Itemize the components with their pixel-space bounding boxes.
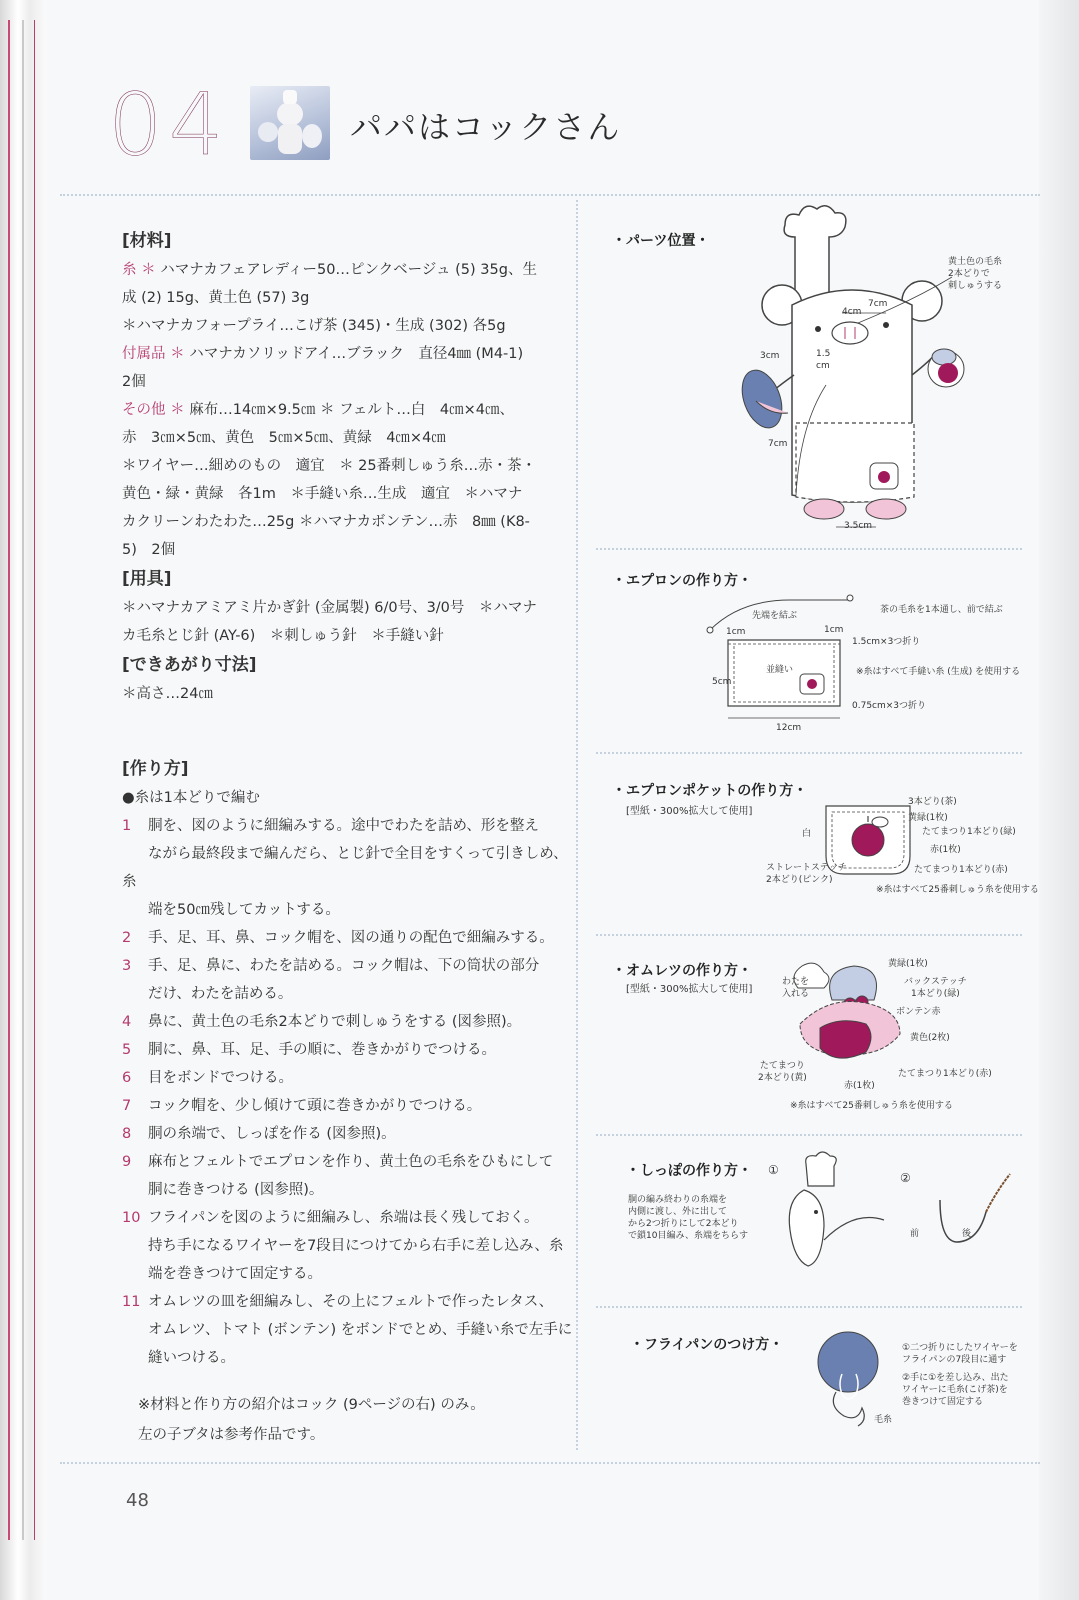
apron-dim-1cm-left: 1cm: [726, 627, 746, 637]
method-step: [122, 1064, 582, 1092]
panel-divider-3: [596, 934, 1022, 936]
method-step: [122, 812, 582, 840]
method-step-text: 鼻に、黄土色の毛糸2本どりで刺しゅうをする (図参照)。: [148, 1014, 522, 1030]
footnote-line-2: 左の子ブタは参考作品です。: [138, 1427, 325, 1443]
method-step-text: 手、足、鼻に、わたを詰める。コック帽は、下の筒状の部分: [148, 958, 540, 974]
apron-dim-12cm: 12cm: [776, 723, 802, 733]
method-step: [122, 1120, 582, 1148]
method-step-text: オムレツの皿を細編みし、その上にフェルトで作ったレタス、: [148, 1294, 554, 1310]
method-step-number: 8: [122, 1126, 132, 1142]
pan-yarn-label: 毛糸: [874, 1415, 893, 1425]
instructions-column: [122, 226, 582, 1372]
omelet-thread-all: ※糸はすべて25番刺しゅう糸を使用する: [790, 1101, 953, 1111]
tail-diagram: [780, 1150, 1030, 1290]
method-step: [122, 896, 582, 924]
method-step-text: 胴を、図のように細編みする。途中でわたを詰め、形を整え: [148, 818, 539, 834]
pocket-label-2: 黄緑(1枚): [908, 813, 948, 823]
dim-3-5cm: 3.5cm: [844, 521, 873, 531]
yarn-text: ハマナカフェアレディー50…ピンクベージュ (5) 35g、生: [160, 262, 537, 278]
page-title: パパはコックさん: [350, 108, 622, 146]
method-step: [122, 1008, 582, 1036]
dim-3cm: 3cm: [760, 351, 780, 361]
method-step-text: 麻布とフェルトでエプロンを作り、黄土色の毛糸をひもにして: [148, 1154, 554, 1170]
page-number: 48: [126, 1490, 149, 1511]
parts-callout: 黄土色の毛糸 2本どりで 刺しゅうする: [948, 257, 1003, 291]
tail-back: 後: [962, 1229, 972, 1239]
omelet-label-6: たてまつり 2本どり(黄): [758, 1061, 807, 1083]
materials-other-line-5: カクリーンわたわた…25g ＊ハマナカボンテン…赤 8㎜ (K8-: [122, 514, 530, 530]
pocket-pattern-note: [型紙・300%拡大して使用]: [626, 806, 753, 817]
method-step-number: 11: [122, 1294, 141, 1310]
dim-7cm: 7cm: [768, 439, 788, 449]
footer-divider: [60, 1462, 1040, 1464]
method-step-text: 胴に巻きつける (図参照)。: [148, 1182, 324, 1198]
method-step: [122, 1260, 582, 1288]
yarn-2-text: ＊ハマナカフォープライ…こげ茶 (345)・生成 (302) 各5g: [122, 318, 506, 334]
omelet-title: ・オムレツの作り方・: [612, 963, 752, 979]
method-step: [122, 1316, 582, 1344]
method-heading: [作り方]: [122, 759, 189, 779]
method-step: [122, 1288, 582, 1316]
dim-7cm-top: 7cm: [868, 299, 888, 309]
method-step-number: 2: [122, 930, 132, 946]
materials-yarn-line-1: [122, 256, 582, 284]
page-shade: [1039, 0, 1079, 1600]
accessories-text: ハマナカソリッドアイ…ブラック 直径4㎜ (M4-1): [189, 346, 524, 362]
other-text-1: 麻布…14㎝×9.5㎝ ＊ フェルト…白 4㎝×4㎝、: [189, 402, 514, 418]
panel-divider-2: [596, 752, 1022, 754]
method-step-text: 胴の糸端で、しっぽを作る (図参照)。: [148, 1126, 396, 1142]
pan-label-2: ②手に①を差し込み、出た ワイヤーに毛糸(こげ茶)を 巻きつけて固定する: [902, 1373, 1009, 1407]
method-step-text: 端を50㎝残してカットする。: [148, 902, 340, 918]
materials-accessories-line-2: 2個: [122, 374, 146, 390]
tail-title: ・しっぽの作り方・: [626, 1163, 752, 1179]
method-steps: [122, 812, 582, 1372]
method-step-text: オムレツ、トマト (ボンテン) をボンドでとめ、手縫い糸で左手に: [148, 1322, 573, 1338]
size-heading: [できあがり寸法]: [122, 655, 257, 675]
materials-other-line-3: ＊ワイヤー…細めのもの 適宜 ＊ 25番刺しゅう糸…赤・茶・: [122, 458, 537, 474]
binding-edge-thin: [34, 20, 35, 1540]
panel-divider-1: [596, 548, 1022, 550]
omelet-pattern-note: [型紙・300%拡大して使用]: [626, 984, 753, 995]
omelet-label-5: たてまつり1本どり(赤): [898, 1069, 992, 1079]
apron-tie: 先端を結ぶ: [752, 611, 798, 621]
method-step: [122, 980, 582, 1008]
apron-fold-bottom: 0.75cm×3つ折り: [852, 701, 927, 711]
apron-dim-5cm: 5cm: [712, 677, 732, 687]
method-step: [122, 924, 582, 952]
tools-line-1: ＊ハマナカアミアミ片かぎ針 (金属製) 6/0号、3/0号 ＊ハマナ: [122, 600, 537, 616]
pocket-white: 白: [802, 829, 812, 839]
omelet-label-3: ボンテン赤: [896, 1007, 941, 1017]
method-step-text: 胴に、鼻、耳、足、手の順に、巻きかがりでつける。: [148, 1042, 496, 1058]
omelet-label-7: 赤(1枚): [844, 1081, 875, 1091]
tools-line-2: カ毛糸とじ針 (AY-6) ＊刺しゅう針 ＊手縫い針: [122, 628, 444, 644]
omelet-label-2: バックステッチ 1本どり(緑): [904, 977, 967, 999]
method-step-number: 4: [122, 1014, 132, 1030]
method-step-number: 5: [122, 1042, 132, 1058]
method-step-number: 6: [122, 1070, 132, 1086]
method-step-number: 9: [122, 1154, 132, 1170]
yarn-label: 糸 ＊: [122, 262, 156, 278]
tail-step-2: ②: [900, 1171, 911, 1185]
method-step-number: 7: [122, 1098, 132, 1114]
materials-other-line-2: 赤 3㎝×5㎝、黄色 5㎝×5㎝、黄緑 4㎝×4㎝: [122, 430, 446, 446]
pocket-straight: ストレートステッチ 2本どり(ピンク): [766, 863, 847, 885]
method-step-text: 目をボンドでつける。: [148, 1070, 293, 1086]
omelet-cotton: わたを 入れる: [782, 977, 810, 999]
pocket-label-3: たてまつり1本どり(緑): [922, 827, 1016, 837]
pocket-thread-all: ※糸はすべて25番刺しゅう糸を使用する: [876, 885, 1039, 895]
pocket-label-4: 赤(1枚): [930, 845, 961, 855]
method-step-text: ながら最終段まで編んだら、とじ針で全目をすくって引きしめ、糸: [122, 846, 568, 890]
method-step: [122, 1232, 582, 1260]
method-intro: ●糸は1本どりで編む: [122, 790, 260, 806]
materials-heading: [材料]: [122, 231, 172, 251]
method-step-text: 持ち手になるワイヤーを7段目につけてから右手に差し込み、糸: [148, 1238, 564, 1254]
binding-edge-pink: [8, 20, 10, 1540]
apron-thread-all: ※糸はすべて手縫い糸 (生成) を使用する: [856, 667, 1021, 677]
method-step: [122, 1176, 582, 1204]
dim-4cm: 4cm: [842, 307, 862, 317]
materials-other-line-6: 5) 2個: [122, 542, 176, 558]
materials-other-line-4: 黄色・緑・黄緑 各1m ＊手縫い糸…生成 適宜 ＊ハマナ: [122, 486, 523, 502]
method-step-text: コック帽を、少し傾けて頭に巻きかがりでつける。: [148, 1098, 482, 1114]
method-step-text: フライパンを図のように細編みし、糸端は長く残しておく。: [148, 1210, 539, 1226]
method-step-text: 端を巻きつけて固定する。: [148, 1266, 322, 1282]
accessories-label: 付属品 ＊: [122, 346, 185, 362]
tail-front: 前: [910, 1229, 920, 1239]
other-label: その他 ＊: [122, 402, 185, 418]
apron-thread-note: 茶の毛糸を1本通し、前で結ぶ: [880, 605, 1003, 615]
method-step-number: 10: [122, 1210, 141, 1226]
chapter-number: 04: [108, 75, 230, 175]
materials-yarn-line-3: [122, 312, 582, 340]
method-step-text: 縫いつける。: [148, 1350, 235, 1366]
dim-1-5cm: 1.5 cm: [816, 349, 831, 371]
method-step: [122, 1344, 582, 1372]
method-step: [122, 1148, 582, 1176]
omelet-label-1: 黄緑(1枚): [888, 959, 928, 969]
tail-description: 胴の編み終わりの糸端を 内側に渡し、外に出して から2つ折りにして2本どり で鎖10目編み、糸端をちらす: [628, 1195, 748, 1241]
omelet-label-4: 黄色(2枚): [910, 1033, 950, 1043]
method-step-number: 1: [122, 818, 132, 834]
pocket-label-5: たてまつり1本どり(赤): [914, 865, 1008, 875]
tools-heading: [用具]: [122, 569, 172, 589]
pan-label-1: ①二つ折りにしたワイヤーを フライパンの7段目に通す: [902, 1343, 1018, 1365]
book-binding: [0, 0, 46, 1600]
method-step-text: だけ、わたを詰める。: [148, 986, 293, 1002]
panel-divider-5: [596, 1306, 1022, 1308]
header-divider: [60, 194, 1040, 196]
apron-title: ・エプロンの作り方・: [612, 573, 752, 589]
apron-stitch: 並縫い: [766, 665, 794, 675]
materials-yarn-line-2: 成 (2) 15g、黄土色 (57) 3g: [122, 290, 310, 306]
thumbnail-figure-icon: [250, 86, 330, 160]
pan-title: ・フライパンのつけ方・: [630, 1337, 784, 1353]
materials-other-line-1: [122, 396, 582, 424]
project-thumbnail: [250, 86, 330, 160]
method-step: [122, 952, 582, 980]
method-step-number: 3: [122, 958, 132, 974]
pocket-label-1: 3本どり(茶): [908, 797, 957, 807]
footnote-line-1: ※材料と作り方の紹介はコック (9ページの右) のみ。: [138, 1397, 485, 1413]
materials-accessories-line: [122, 340, 582, 368]
method-step: [122, 1036, 582, 1064]
apron-dim-1cm-right: 1cm: [824, 625, 844, 635]
apron-fold-top: 1.5cm×3つ折り: [852, 637, 921, 647]
method-step: [122, 840, 582, 896]
parts-title: ・パーツ位置・: [612, 233, 710, 249]
method-step: [122, 1204, 582, 1232]
method-step-text: 手、足、耳、鼻、コック帽を、図の通りの配色で細編みする。: [148, 930, 554, 946]
method-step: [122, 1092, 582, 1120]
pocket-title: ・エプロンポケットの作り方・: [612, 783, 808, 799]
binding-edge-gray: [22, 20, 24, 1540]
panel-divider-4: [596, 1134, 1022, 1136]
footnote: [138, 1390, 485, 1450]
size-line: ＊高さ…24㎝: [122, 686, 213, 702]
tail-step-1: ①: [768, 1163, 779, 1177]
